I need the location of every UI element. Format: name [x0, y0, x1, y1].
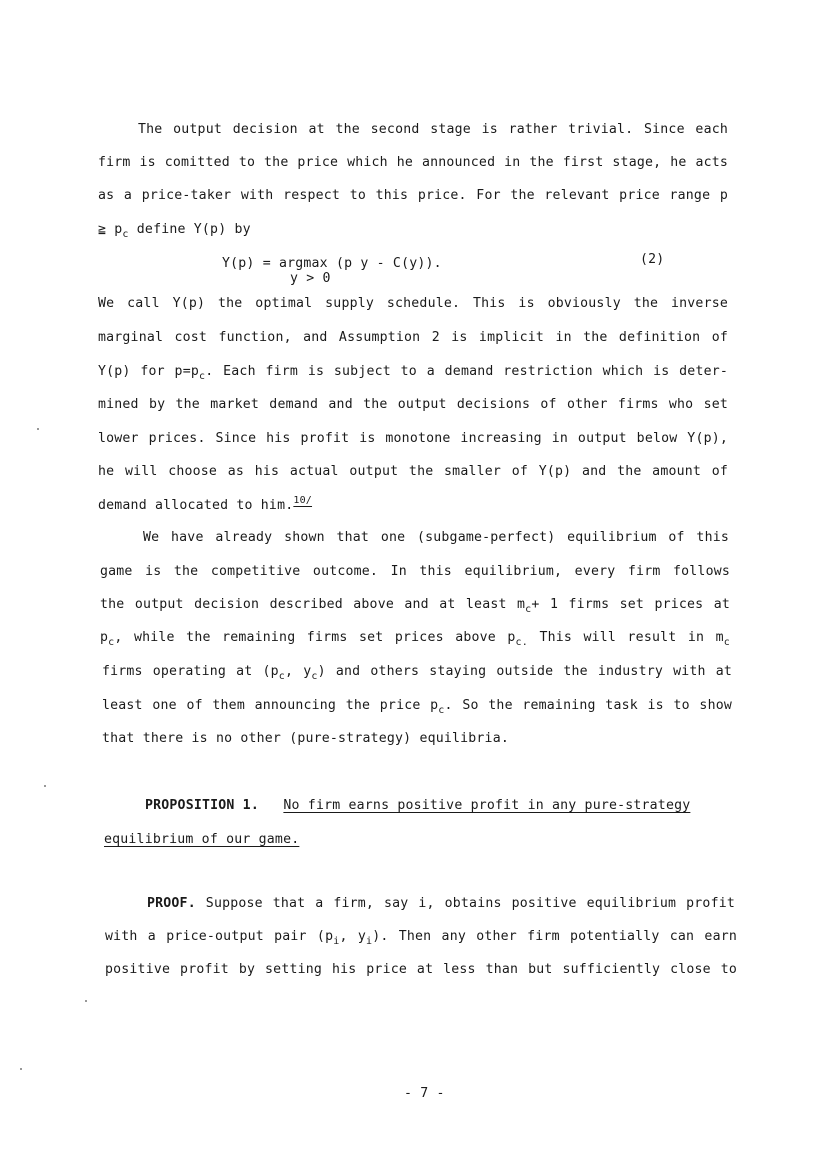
subscript: c [198, 371, 206, 382]
paragraph-line: game is the competitive outcome. In this equilibrium, every firm follows [100, 564, 730, 579]
text-run: p [100, 630, 109, 645]
text-run: with a price-output pair (p [105, 929, 334, 944]
paragraph-line: We have already shown that one (subgame-perfect) equilibrium of this [143, 530, 729, 545]
subscript: c [525, 604, 532, 615]
proposition-label: PROPOSITION 1. [145, 798, 259, 813]
proof-line: positive profit by setting his price at less than but sufficiently close to [105, 962, 737, 977]
paragraph-line [102, 698, 732, 714]
text-run: , while the remaining firms set prices above p [114, 630, 516, 645]
text-run: , y [339, 929, 366, 944]
text-run: ) and others staying outside the industry with at [317, 664, 732, 679]
text-run: ). Then any other firm potentially can earn [372, 929, 737, 944]
proposition-continuation [104, 832, 299, 848]
paragraph-line: lower prices. Since his profit is monotone increasing in output below Y(p), [98, 431, 728, 446]
proposition-text: No firm earns positive profit in any pure-strategy [283, 798, 691, 813]
proof-label: PROOF. [147, 896, 196, 911]
scan-speck [37, 428, 39, 430]
scan-speck [20, 1068, 22, 1070]
equation-subscript: y > 0 [290, 271, 331, 286]
paragraph-line [100, 630, 730, 646]
paragraph-line: he will choose as his actual output the smaller of Y(p) and the amount of [98, 464, 728, 479]
paragraph-line [100, 597, 730, 613]
subscript: c [438, 705, 445, 716]
scan-speck [44, 785, 46, 787]
text-run: demand allocated to him. [98, 498, 294, 513]
paragraph-line [98, 495, 313, 514]
text-run: This will result in m [527, 630, 724, 645]
paragraph-line: marginal cost function, and Assumption 2 is implicit in the definition of [98, 330, 728, 345]
subscript: c [723, 637, 730, 648]
paragraph-line [98, 364, 728, 380]
subscript: i [333, 936, 340, 947]
text-run: . So the remaining task is to show [444, 698, 732, 713]
proposition [145, 798, 690, 814]
text-run: + 1 firms set prices at [531, 597, 730, 612]
proof-line [105, 929, 737, 945]
text-run: . Each firm is subject to a demand restriction which is deter- [205, 364, 728, 379]
footnote-reference: 10/ [293, 495, 313, 506]
paragraph-line: mined by the market demand and the output decisions of other firms who set [98, 397, 728, 412]
paragraph-line: We call Y(p) the optimal supply schedule. This is obviously the inverse [98, 296, 728, 311]
text-run: define Y(p) by [128, 222, 251, 237]
paragraph-line: firm is comitted to the price which he announced in the first stage, he acts [98, 155, 728, 170]
text-run: the output decision described above and at least m [100, 597, 526, 612]
page-number: - 7 - [404, 1086, 445, 1101]
text-run: Suppose that a firm, say i, obtains positive equilibrium profit [195, 896, 735, 911]
proof-line [147, 896, 735, 912]
proposition-text: equilibrium of our game. [104, 832, 300, 847]
subscript: c [311, 671, 318, 682]
text-run: , y [285, 664, 312, 679]
subscript: c [122, 229, 129, 240]
equation: Y(p) = argmax (p y - C(y)). [222, 256, 442, 271]
text-run: Y(p) for p=p [98, 364, 199, 379]
paragraph-line: that there is no other (pure-strategy) equilibria. [102, 731, 509, 746]
text-run: least one of them announcing the price p [102, 698, 439, 713]
subscript: c [278, 671, 285, 682]
paragraph-line: as a price-taker with respect to this price. For the relevant price range p [98, 188, 728, 203]
text-run: firms operating at (p [102, 664, 279, 679]
scan-speck [85, 1000, 87, 1002]
geq-symbol: ≧ p [98, 222, 123, 237]
paragraph-line [98, 222, 251, 238]
paragraph-line [102, 664, 732, 680]
subscript: i [365, 936, 373, 947]
equation-number: (2) [640, 252, 665, 267]
subscript: c. [515, 637, 528, 648]
subscript: c [108, 637, 115, 648]
paragraph-line: The output decision at the second stage is rather trivial. Since each [138, 122, 728, 137]
